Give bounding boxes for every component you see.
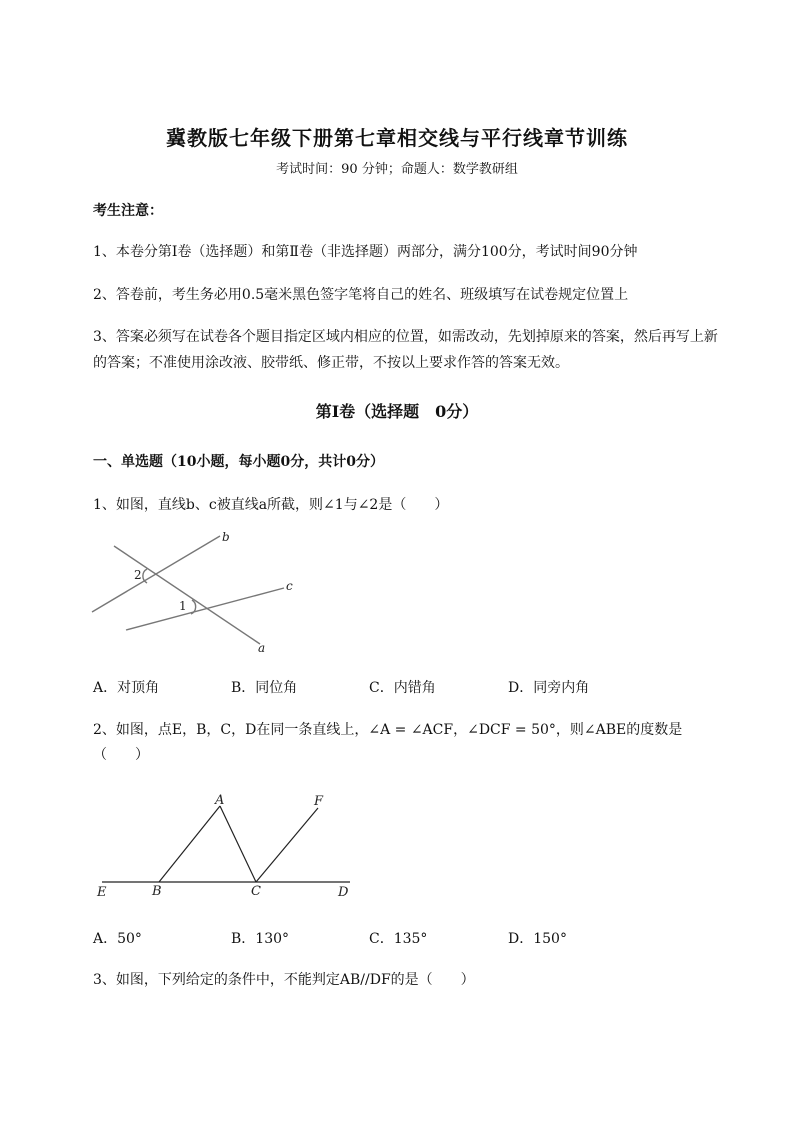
line-c (126, 588, 284, 630)
question-2-option-d[interactable]: D．150° (508, 931, 567, 947)
label-D: D (338, 885, 349, 900)
notice-item-2: 2、答卷前，考生务必用0.5毫米黑色签字笔将自己的姓名、班级填写在试卷规定位置上 (93, 287, 629, 303)
line-a (114, 546, 260, 644)
label-B: B (152, 884, 162, 899)
notice-heading: 考生注意： (93, 203, 163, 219)
question-1-option-a[interactable]: A．对顶角 (93, 680, 160, 696)
question-1-figure (88, 528, 308, 658)
question-2-stem: 2、如图，点E，B，C，D在同一条直线上，∠A = ∠ACF，∠DCF = 50°，则∠ABE的度数是 (93, 722, 683, 738)
notice-item-1: 1、本卷分第Ⅰ卷（选择题）和第Ⅱ卷（非选择题）两部分，满分100分，考试时间90分钟 (93, 244, 638, 260)
question-2-option-b[interactable]: B．130° (231, 931, 290, 947)
label-E: E (97, 885, 107, 900)
question-2-figure (92, 788, 362, 903)
document-title: 冀教版七年级下册第七章相交线与平行线章节训练 (166, 126, 628, 150)
question-1-option-b[interactable]: B．同位角 (231, 680, 298, 696)
label-a: a (258, 641, 266, 655)
label-angle-2: 2 (134, 568, 142, 582)
question-1-option-d[interactable]: D．同旁内角 (508, 680, 590, 696)
question-3-stem: 3、如图，下列给定的条件中，不能判定AB//DF的是（ ） (93, 972, 475, 988)
question-2-option-c[interactable]: C．135° (369, 931, 428, 947)
segment-ab (159, 806, 220, 882)
question-1-option-c[interactable]: C．内错角 (369, 680, 436, 696)
section-title: 第Ⅰ卷（选择题 0分） (315, 402, 479, 421)
label-A: A (215, 793, 225, 808)
label-C: C (251, 884, 261, 899)
notice-item-3-cont: 的答案；不准使用涂改液、胶带纸、修正带，不按以上要求作答的答案无效。 (93, 355, 569, 371)
label-F: F (314, 794, 324, 809)
segment-cf (256, 808, 318, 882)
notice-item-3: 3、答案必须写在试卷各个题目指定区域内相应的位置，如需改动，先划掉原来的答案，然后再写上新 (93, 329, 718, 345)
exam-info: 考试时间：90 分钟；命题人：数学教研组 (276, 162, 518, 177)
segment-ac (220, 806, 256, 882)
question-2-stem-cont: （ ） (93, 747, 149, 763)
label-angle-1: 1 (179, 599, 187, 613)
part-heading: 一、单选题（10小题，每小题0分，共计0分） (93, 454, 384, 470)
question-2-option-a[interactable]: A．50° (93, 931, 142, 947)
question-1-stem: 1、如图，直线b、c被直线a所截，则∠1与∠2是（ ） (93, 497, 449, 513)
label-b: b (222, 530, 230, 544)
label-c: c (286, 579, 293, 593)
